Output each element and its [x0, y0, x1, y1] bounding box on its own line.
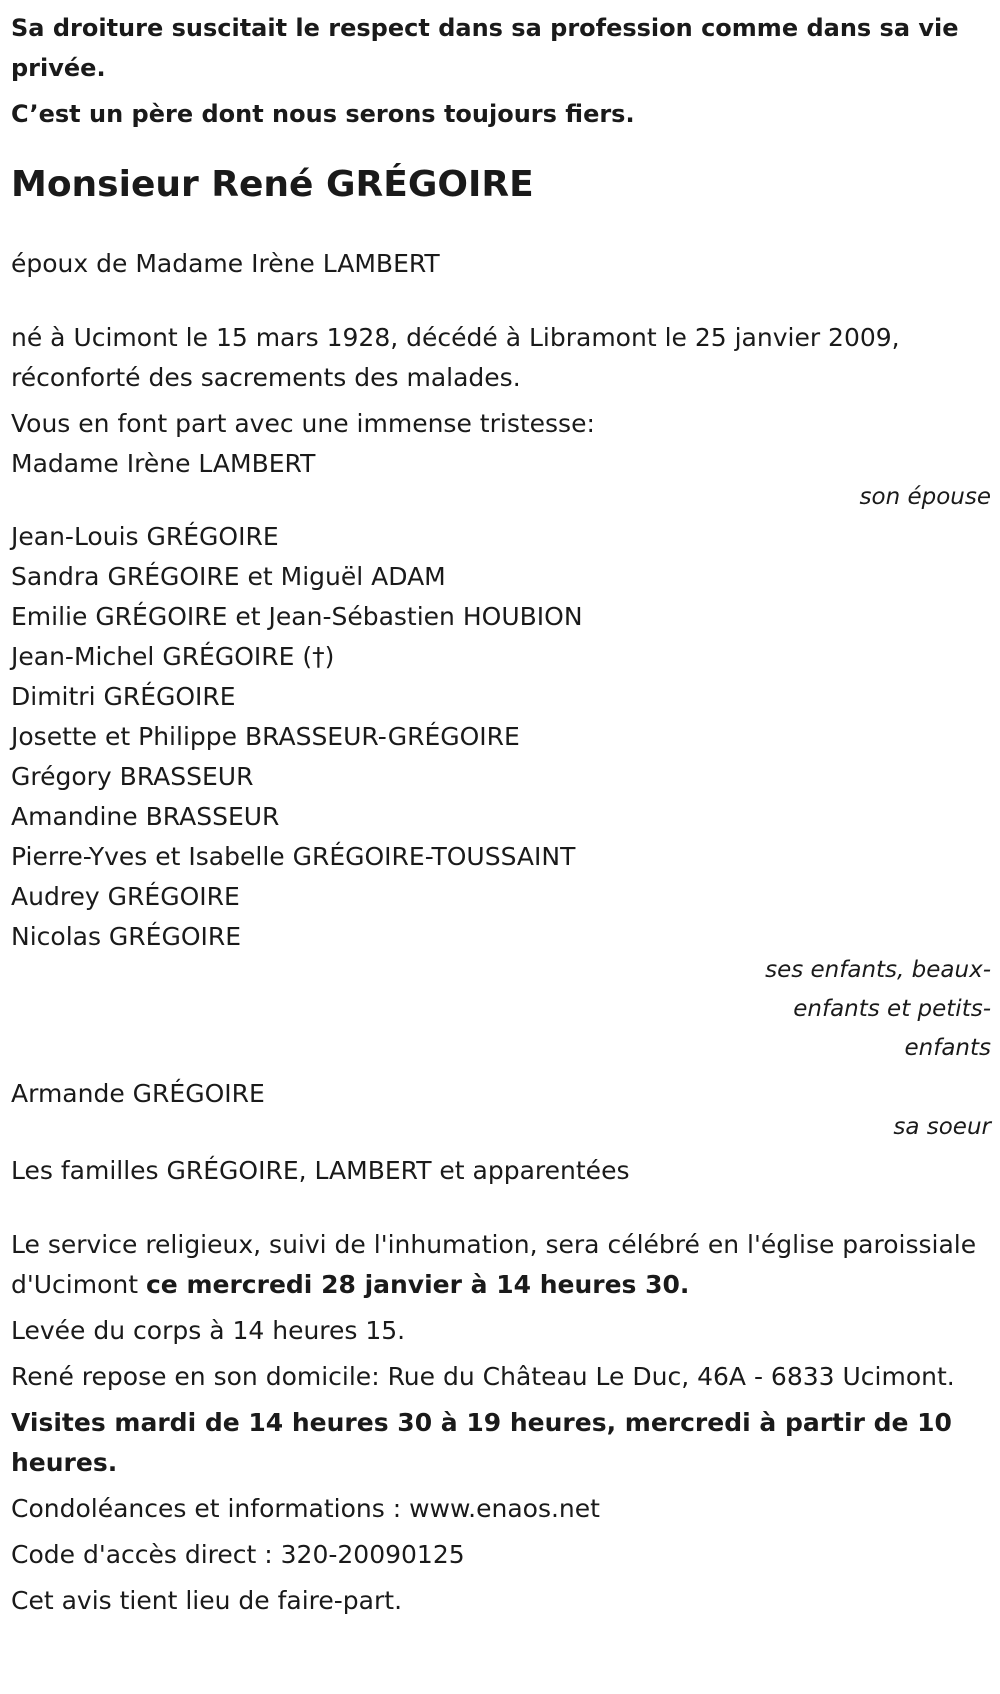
obituary-column — [11, 8, 991, 1621]
intro-line-2: C’est un père dont nous serons toujours fiers. — [11, 100, 635, 128]
spouse-role: son épouse — [859, 484, 991, 510]
list-item: Jean-Michel GRÉGOIRE (†) — [11, 642, 335, 671]
list-item: Pierre-Yves et Isabelle GRÉGOIRE-TOUSSAINT — [11, 842, 576, 871]
list-item: Grégory BRASSEUR — [11, 762, 254, 791]
condolences-text: Condoléances et informations : www.enaos.net — [11, 1494, 600, 1523]
notice-text: Cet avis tient lieu de faire-part. — [11, 1586, 403, 1615]
spouse-of: époux de Madame Irène LAMBERT — [11, 249, 440, 278]
repose-text: René repose en son domicile: Rue du Château Le Duc, 46A - 6833 Ucimont. — [11, 1362, 955, 1391]
intro-line-1: Sa droiture suscitait le respect dans sa profession comme dans sa vie privée. — [11, 14, 959, 82]
families-text: Les familles GRÉGOIRE, LAMBERT et apparentées — [11, 1156, 630, 1185]
birth-death-line-2: réconforté des sacrements des malades. — [11, 363, 521, 392]
list-item: Sandra GRÉGOIRE et Miguël ADAM — [11, 562, 446, 591]
birth-death-line-1: né à Ucimont le 15 mars 1928, décédé à Libramont le 25 janvier 2009, — [11, 323, 900, 352]
children-list — [11, 517, 991, 957]
list-item: Josette et Philippe BRASSEUR-GRÉGOIRE — [11, 722, 520, 751]
deceased-name: Monsieur René GRÉGOIRE — [11, 164, 534, 205]
announce-text: Vous en font part avec une immense tristesse: — [11, 409, 595, 438]
list-item: Amandine BRASSEUR — [11, 802, 280, 831]
service-details: Le service religieux, suivi de l'inhumation, sera célébré en l'église paroissiale d'Ucimont — [11, 1230, 977, 1299]
visits-text: Visites mardi de 14 heures 30 à 19 heures, mercredi à partir de 10 heures. — [11, 1408, 952, 1477]
list-item: Nicolas GRÉGOIRE — [11, 922, 242, 951]
sister-role: sa soeur — [893, 1114, 991, 1140]
service-date: ce mercredi 28 janvier à 14 heures 30. — [145, 1270, 690, 1299]
list-item: Emilie GRÉGOIRE et Jean-Sébastien HOUBION — [11, 602, 583, 631]
levee-text: Levée du corps à 14 heures 15. — [11, 1316, 406, 1345]
sister-name: Armande GRÉGOIRE — [11, 1079, 265, 1108]
access-code-text: Code d'accès direct : 320-20090125 — [11, 1540, 465, 1569]
spouse-name: Madame Irène LAMBERT — [11, 449, 316, 478]
service-text — [11, 1225, 991, 1305]
list-item: Dimitri GRÉGOIRE — [11, 682, 236, 711]
children-role: ses enfants, beaux-enfants et petits-enfants — [765, 957, 991, 1061]
list-item: Jean-Louis GRÉGOIRE — [11, 522, 279, 551]
list-item: Audrey GRÉGOIRE — [11, 882, 240, 911]
